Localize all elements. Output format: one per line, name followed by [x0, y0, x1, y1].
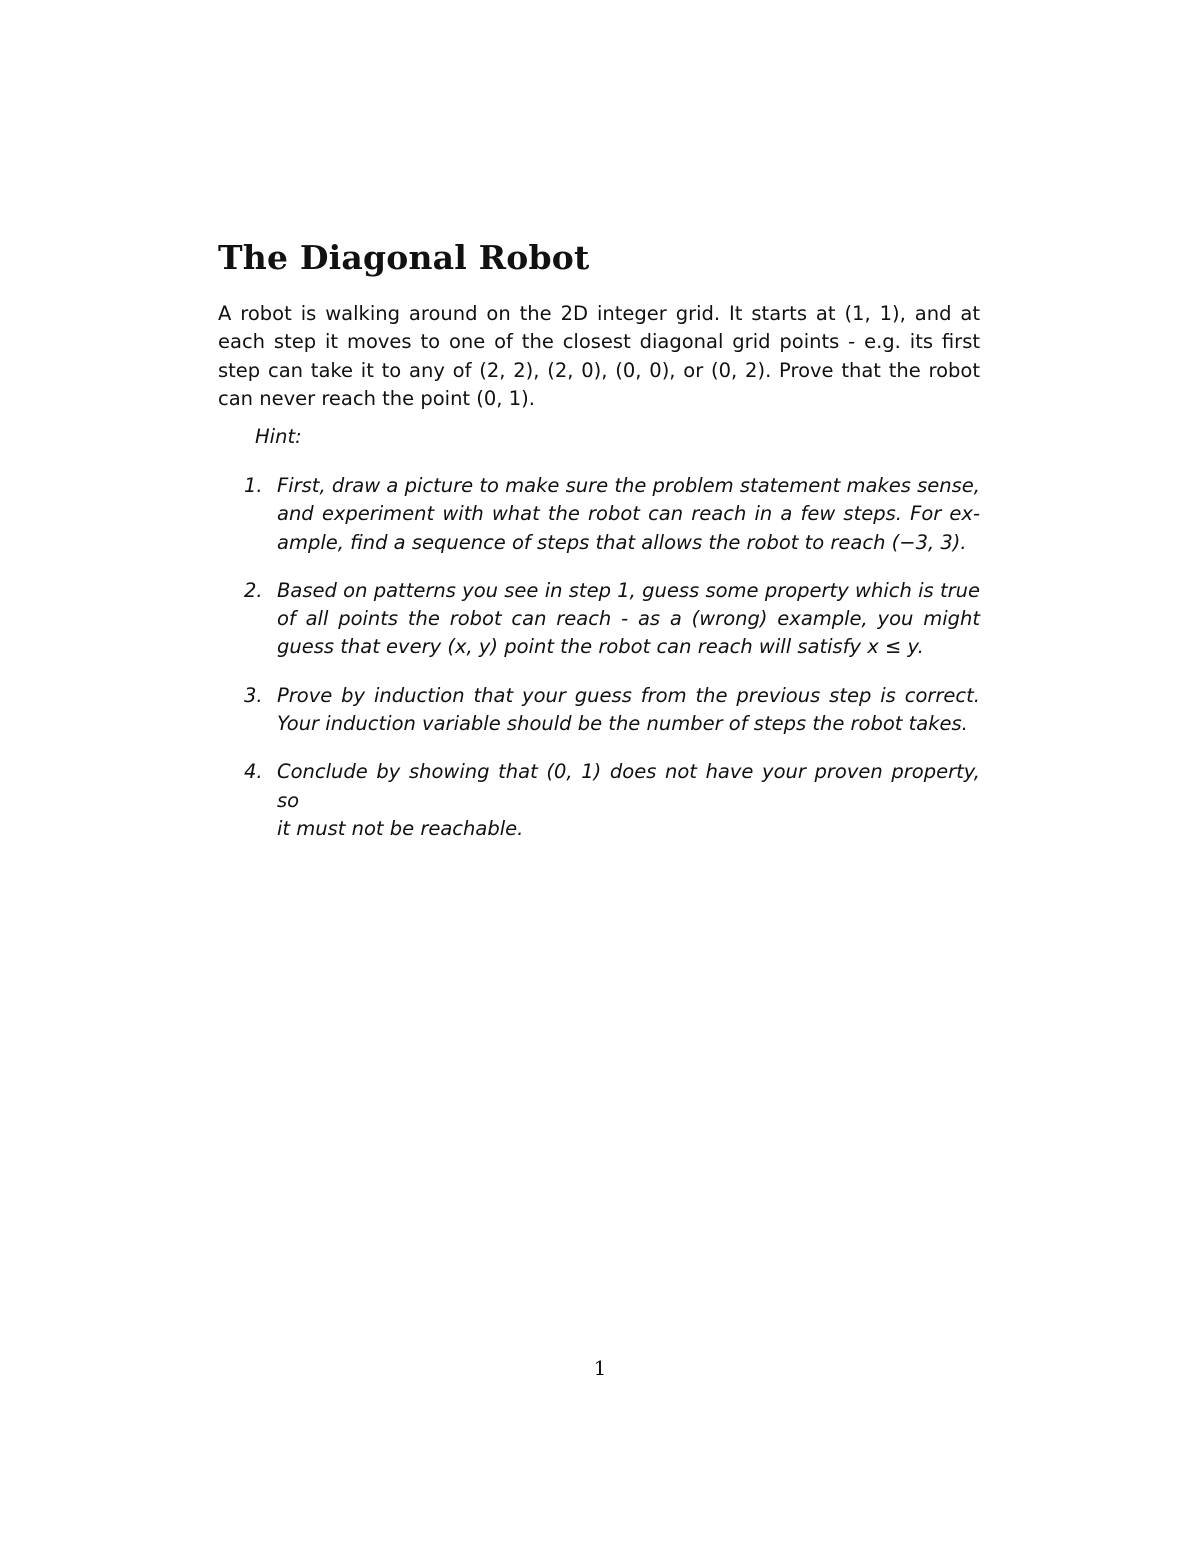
hint-line: Your induction variable should be the number of steps the robot takes. — [277, 712, 968, 736]
hint-text — [277, 758, 980, 843]
hint-line: Based on patterns you see in step 1, guess some property which is true — [277, 578, 980, 602]
hint-text — [277, 577, 980, 662]
hint-line: Conclude by showing that (0, 1) does not have your proven property, so — [277, 760, 980, 812]
problem-statement — [218, 300, 980, 413]
problem-line: step can take it to any of (2, 2), (2, 0), (0, 0), or (0, 2). Prove that the robot — [218, 358, 980, 382]
hint-number: 3. — [244, 683, 263, 707]
hint-number: 2. — [244, 578, 263, 602]
hint-list — [244, 472, 980, 863]
problem-line: A robot is walking around on the 2D integer grid. It starts at (1, 1), and at — [218, 302, 980, 325]
hint-line: it must not be reachable. — [277, 816, 524, 840]
hint-item-4 — [244, 758, 980, 843]
problem-line: can never reach the point (0, 1). — [218, 386, 535, 410]
hint-label: Hint: — [255, 425, 302, 448]
hint-line: and experiment with what the robot can reach in a few steps. For ex- — [277, 502, 980, 526]
hint-number: 1. — [244, 474, 263, 497]
hint-line: Prove by induction that your guess from the previous step is correct. — [277, 683, 980, 707]
hint-item-1 — [244, 472, 980, 557]
hint-number: 4. — [244, 760, 263, 784]
page-number: 1 — [593, 1356, 607, 1380]
document-title: The Diagonal Robot — [218, 238, 590, 277]
hint-line: guess that every (x, y) point the robot can reach will satisfy x ≤ y. — [277, 635, 924, 659]
hint-text — [277, 472, 980, 557]
hint-line: ample, find a sequence of steps that allows the robot to reach (−3, 3). — [277, 530, 967, 554]
problem-line: each step it moves to one of the closest diagonal grid points - e.g. its first — [218, 330, 980, 354]
hint-text — [277, 682, 980, 739]
hint-item-3 — [244, 682, 980, 739]
hint-line: First, draw a picture to make sure the problem statement makes sense, — [277, 474, 980, 497]
hint-line: of all points the robot can reach - as a (wrong) example, you might — [277, 607, 980, 631]
hint-item-2 — [244, 577, 980, 662]
